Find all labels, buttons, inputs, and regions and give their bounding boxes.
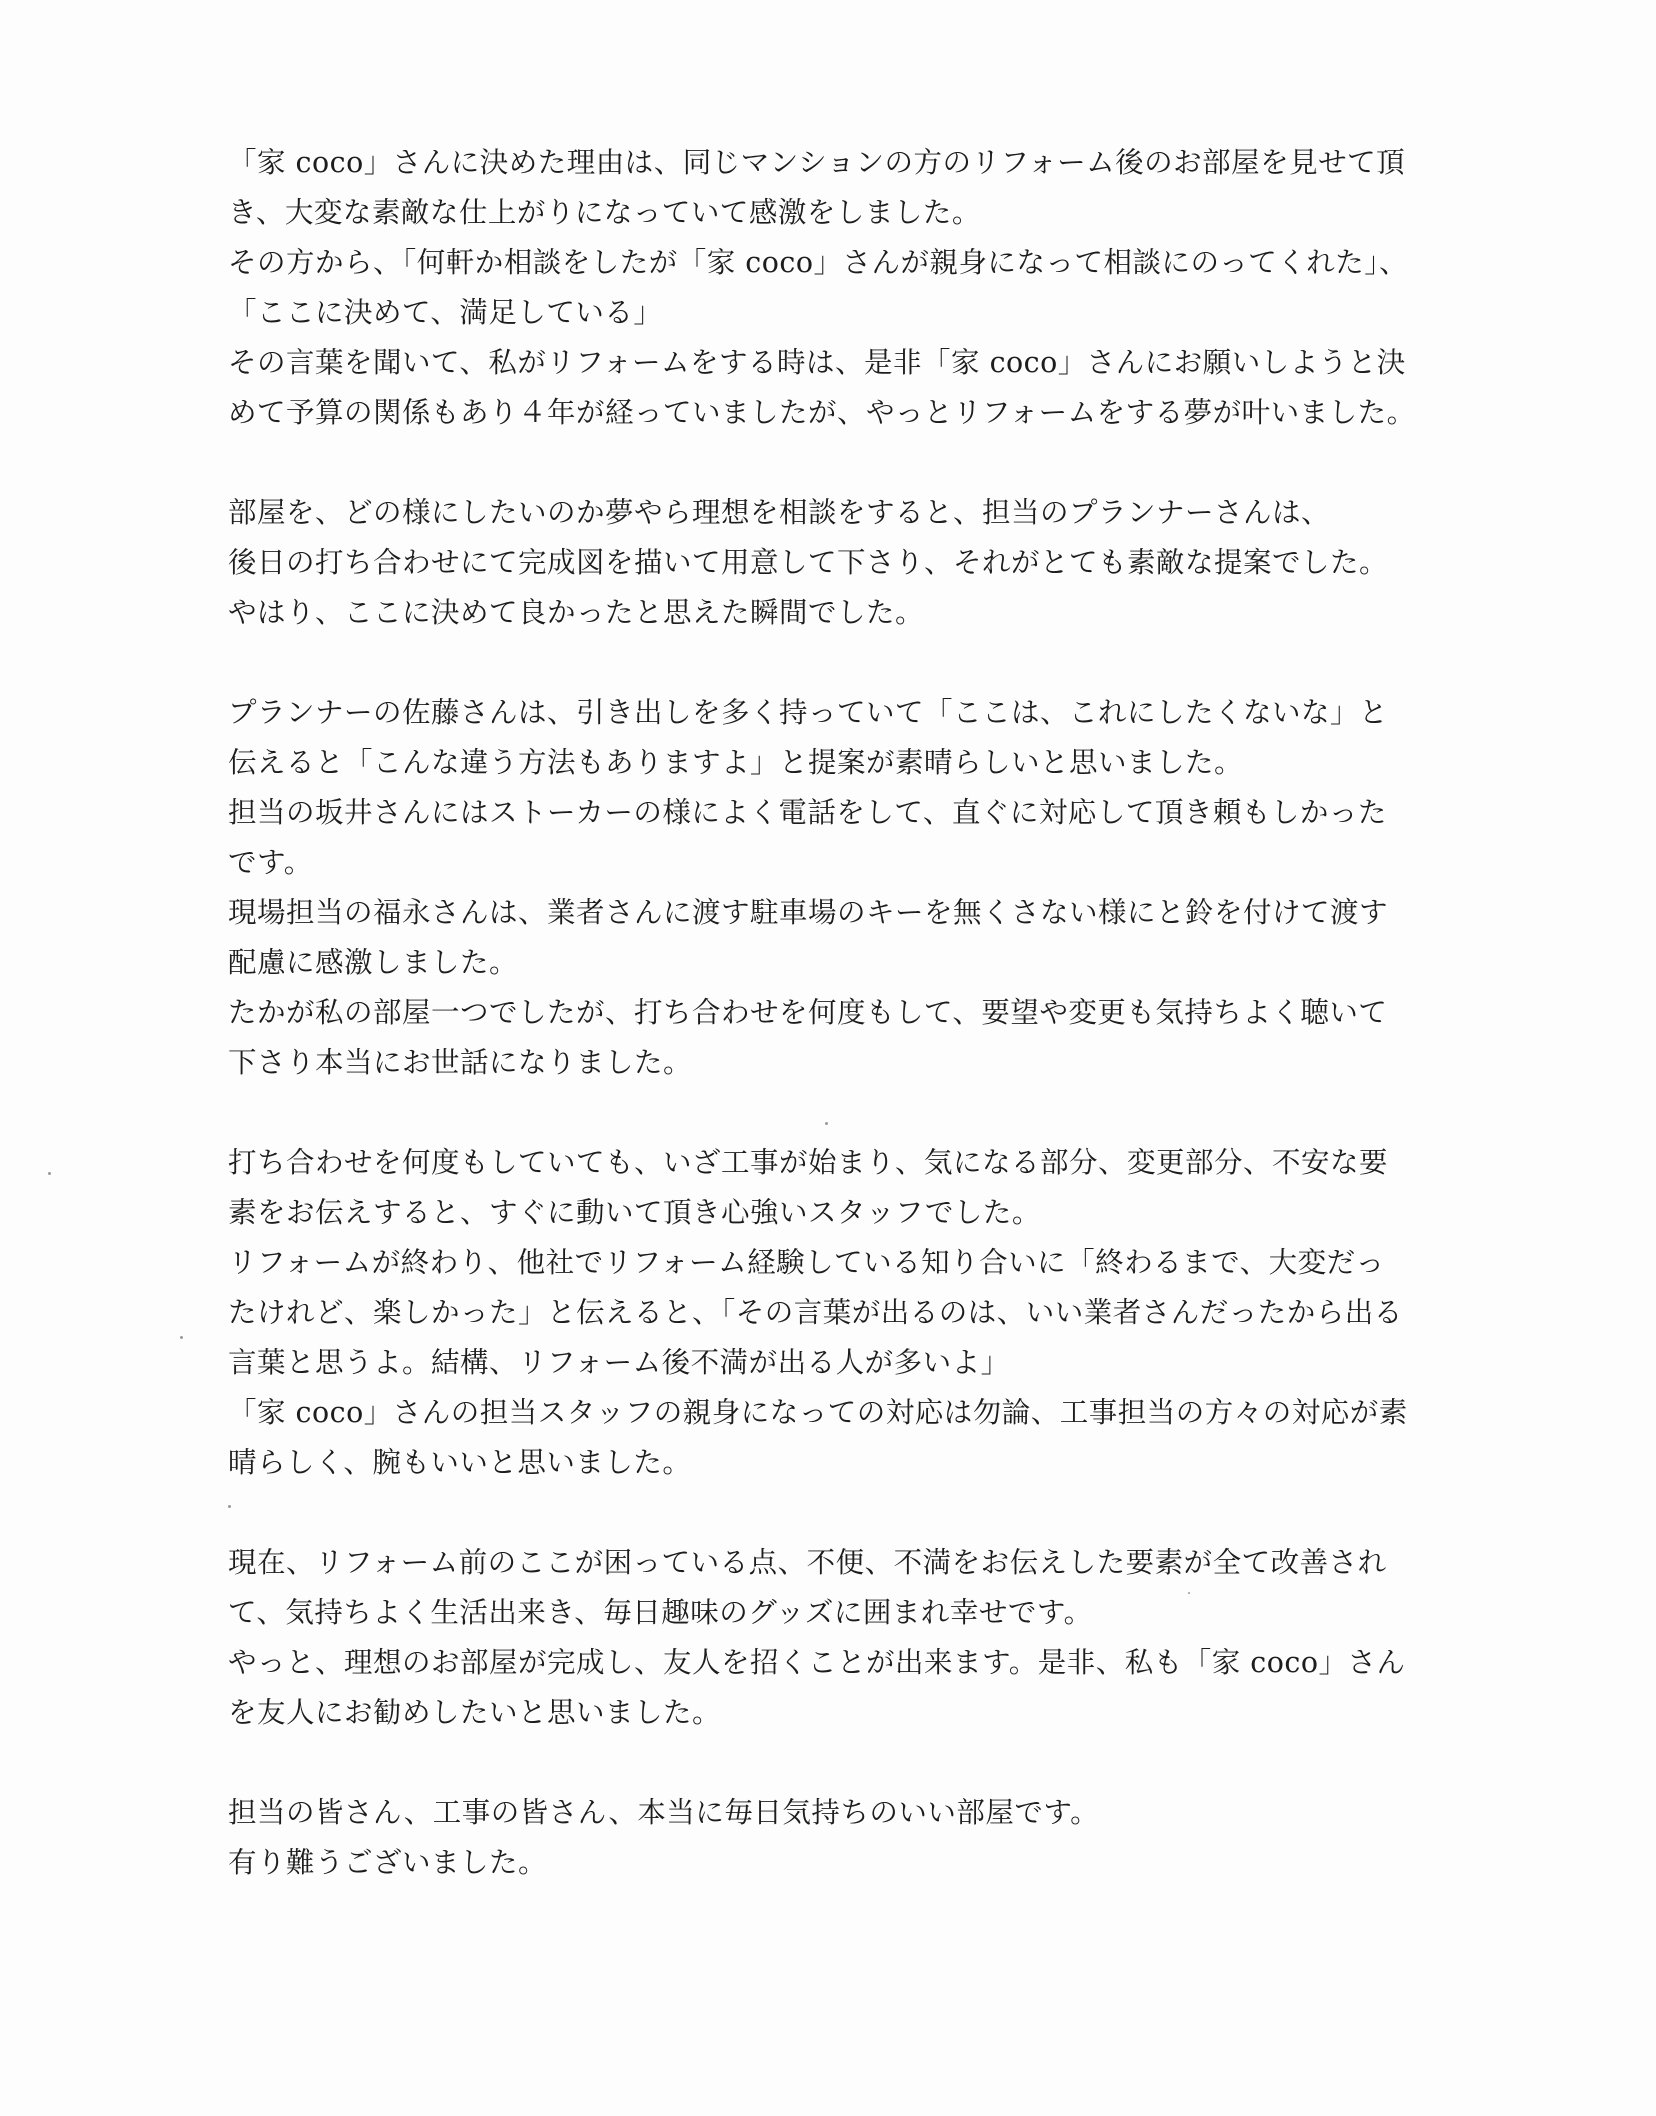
scan-speck [48,1172,51,1175]
text-line: 部屋を、どの様にしたいのか夢やら理想を相談をすると、担当のプランナーさんは、 [228,496,1331,529]
text-line: 素をお伝えすると、すぐに動いて頂き心強いスタッフでした。 [228,1196,1041,1229]
paragraph-thanks [228,1788,1418,1888]
text-line: です。 [228,846,313,879]
text-line: 後日の打ち合わせにて完成図を描いて用意して下さり、それがとても素敵な提案でした。 [228,546,1389,579]
paragraph-reason [228,138,1418,438]
text-line: やはり、ここに決めて良かったと思えた瞬間でした。 [228,596,925,629]
text-line: 現場担当の福永さんは、業者さんに渡す駐車場のキーを無くさない様にと鈴を付けて渡す [228,896,1389,929]
paragraph-staff [228,688,1418,1088]
text-line: を友人にお勧めしたいと思いました。 [228,1696,722,1729]
text-line: やっと、理想のお部屋が完成し、友人を招くことが出来ます。是非、私も「家 coco」さん [228,1646,1406,1679]
text-line: 配慮に感激しました。 [228,946,519,979]
text-line: 打ち合わせを何度もしていても、いざ工事が始まり、気になる部分、変更部分、不安な要 [228,1146,1389,1179]
paragraph-consultation [228,488,1418,638]
text-line: 現在、リフォーム前のここが困っている点、不便、不満をお伝えした要素が全て改善され [228,1546,1387,1579]
text-line: て、気持ちよく生活出来き、毎日趣味のグッズに囲まれ幸せです。 [228,1596,1093,1629]
text-line: 「家 coco」さんに決めた理由は、同じマンションの方のリフォーム後のお部屋を見せて頂 [228,146,1406,179]
text-line: 担当の坂井さんにはストーカーの様によく電話をして、直ぐに対応して頂き頼もしかった [228,796,1387,829]
paragraph-construction [228,1138,1418,1488]
text-line: たけれど、楽しかった」と伝えると、「その言葉が出るのは、いい業者さんだったから出る [228,1296,1403,1329]
text-line: リフォームが終わり、他社でリフォーム経験している知り合いに「終わるまで、大変だっ [228,1246,1385,1279]
text-line: き、大変な素敵な仕上がりになっていて感激をしました。 [228,196,981,229]
text-line: 晴らしく、腕もいいと思いました。 [228,1446,692,1479]
text-line: 「ここに決めて、満足している」 [228,296,663,329]
paragraph-result [228,1538,1418,1738]
text-line: めて予算の関係もあり４年が経っていましたが、やっとリフォームをする夢が叶いました。 [228,396,1416,429]
text-line: その言葉を聞いて、私がリフォームをする時は、是非「家 coco」さんにお願いしようと決 [228,346,1406,379]
text-line: プランナーの佐藤さんは、引き出しを多く持っていて「ここは、これにしたくないな」と [228,696,1389,729]
text-line: 「家 coco」さんの担当スタッフの親身になっての対応は勿論、工事担当の方々の対応が素 [228,1396,1408,1429]
text-line: 言葉と思うよ。結構、リフォーム後不満が出る人が多いよ」 [228,1346,1010,1379]
text-line: 有り難うございました。 [228,1846,548,1879]
scan-speck [180,1336,183,1339]
text-line: その方から、「何軒か相談をしたが「家 coco」さんが親身になって相談にのってくれた」、 [228,246,1409,279]
text-line: 下さり本当にお世話になりました。 [228,1046,693,1079]
text-line: 伝えると「こんな違う方法もありますよ」と提案が素晴らしいと思いました。 [228,746,1244,779]
testimonial-letter [228,138,1418,1938]
text-line: たかが私の部屋一つでしたが、打ち合わせを何度もして、要望や変更も気持ちよく聴いて [228,996,1388,1029]
text-line: 担当の皆さん、工事の皆さん、本当に毎日気持ちのいい部屋です。 [228,1796,1100,1829]
